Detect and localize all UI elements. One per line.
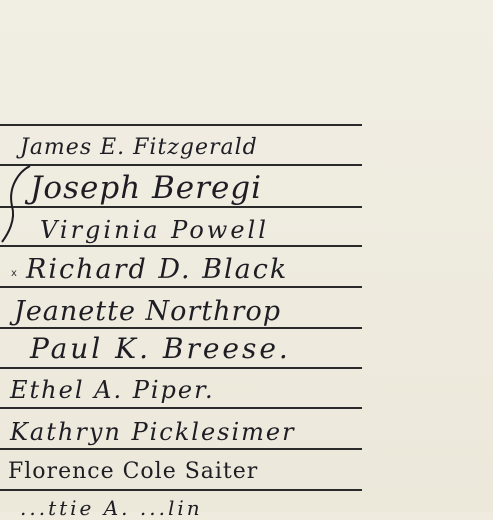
signature: ...ttie A. ...lin	[20, 496, 203, 520]
row-mark: x	[11, 268, 17, 279]
signature: Kathryn Picklesimer	[10, 418, 296, 446]
ruled-line	[0, 407, 362, 409]
ruled-line	[0, 367, 362, 369]
signature: Ethel A. Piper.	[10, 376, 215, 404]
signature: Virginia Powell	[40, 216, 269, 244]
ruled-line	[0, 286, 362, 288]
ruled-line	[0, 448, 362, 450]
ruled-line	[0, 489, 362, 491]
ruled-line	[0, 124, 362, 126]
signature: Paul K. Breese.	[30, 332, 291, 365]
ruled-line	[0, 327, 362, 329]
signature: Joseph Beregi	[30, 170, 263, 206]
signature: James E. Fitzgerald	[20, 135, 258, 160]
ruled-line	[0, 164, 362, 166]
ruled-line	[0, 206, 362, 208]
signature: Florence Cole Saiter	[8, 459, 259, 484]
signature: Richard D. Black	[26, 254, 289, 285]
ruled-line	[0, 245, 362, 247]
signature: Jeanette Northrop	[14, 296, 282, 327]
